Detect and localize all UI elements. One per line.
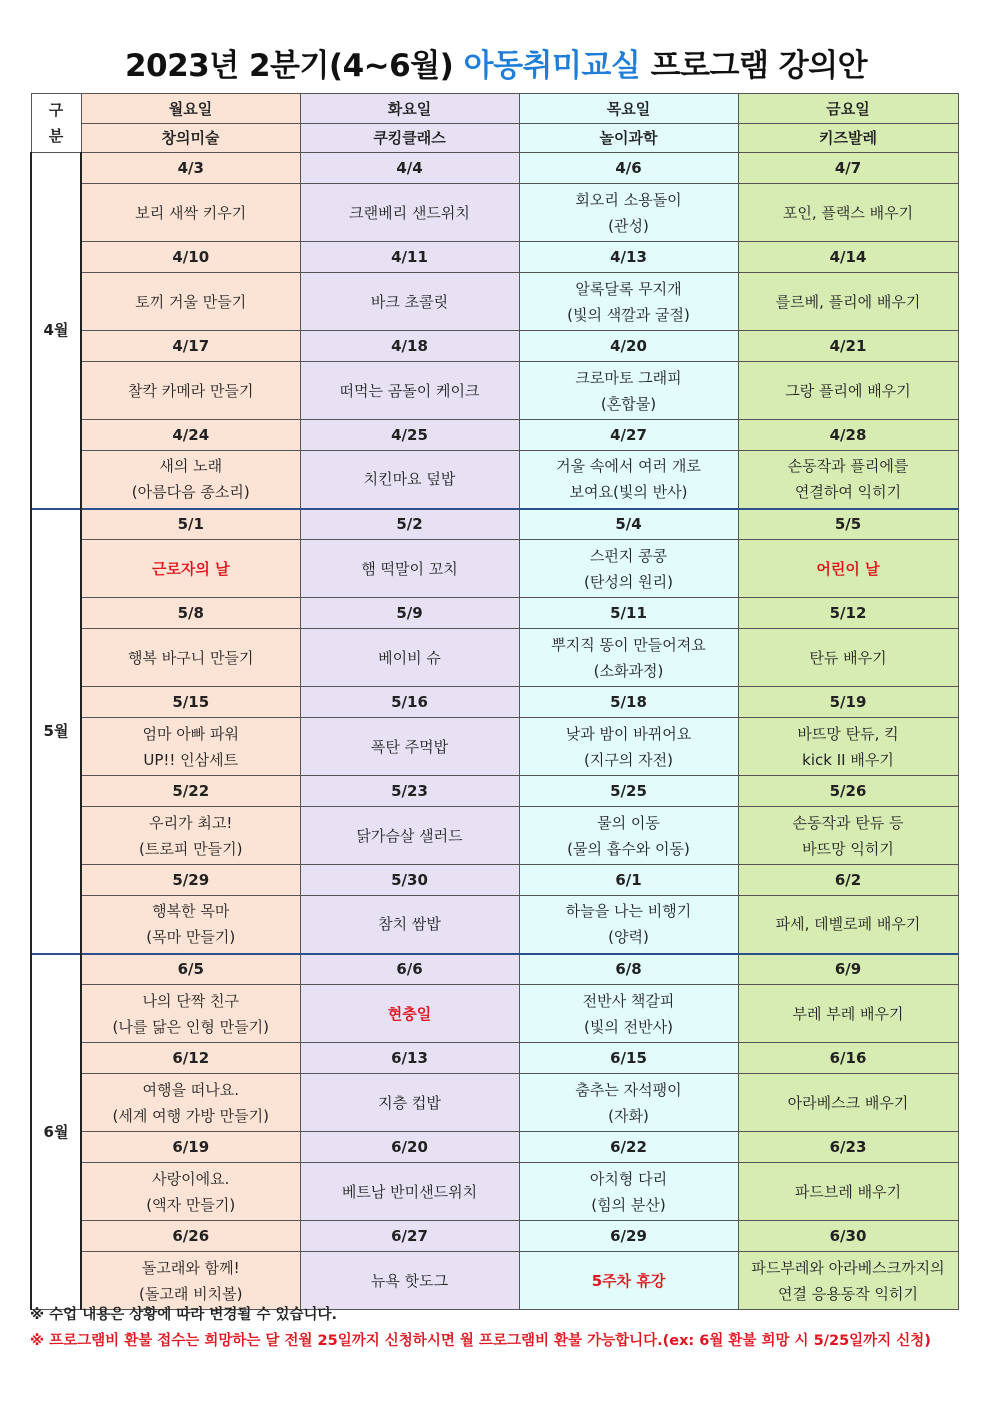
notes [30, 1302, 980, 1354]
topic-line: 부레 부레 배우기 [792, 1004, 904, 1023]
date-cell: 6/15 [519, 1043, 738, 1074]
topic-line: 손동작과 탄듀 등 [792, 813, 904, 832]
header-program-tue: 쿠킹클래스 [300, 124, 519, 153]
topic-line: 치킨마요 덮밥 [363, 470, 456, 489]
note-change: ※ 수업 내용은 상황에 따라 변경될 수 있습니다. [30, 1307, 338, 1323]
topic-cell [519, 896, 738, 954]
date-cell: 6/22 [519, 1132, 738, 1163]
date-cell: 6/13 [300, 1043, 519, 1074]
topic-line: (물의 흡수와 이동) [567, 839, 690, 858]
topic-line: (힘의 분산) [591, 1195, 666, 1214]
date-cell: 4/24 [81, 420, 300, 451]
topic-line: 하늘을 나는 비행기 [565, 902, 692, 921]
date-cell: 5/25 [519, 776, 738, 807]
topic-line: 파드부레와 아라베스크까지의 [751, 1258, 945, 1277]
date-cell: 6/29 [519, 1221, 738, 1252]
topic-line: (나를 닮은 인형 만들기) [112, 1017, 269, 1036]
topic-line: (자화) [608, 1106, 649, 1125]
topic-line: 어린이 날 [816, 559, 880, 578]
date-cell: 5/19 [738, 687, 958, 718]
date-cell: 4/28 [738, 420, 958, 451]
topic-cell [519, 629, 738, 687]
topic-cell [81, 184, 300, 242]
gubun-bottom: 분 [48, 127, 64, 145]
topic-cell [300, 1074, 519, 1132]
topic-cell [519, 985, 738, 1043]
topic-row [31, 1252, 958, 1310]
topic-cell [738, 273, 958, 331]
topic-cell [738, 1074, 958, 1132]
date-cell: 6/5 [81, 954, 300, 985]
topic-line: 물의 이동 [597, 813, 660, 832]
topic-cell [81, 1252, 300, 1310]
topic-line: 우리가 최고! [149, 813, 233, 832]
topic-line: 뿌지직 똥이 만들어져요 [551, 635, 706, 654]
topic-line: 5주차 휴강 [591, 1271, 666, 1290]
topic-line: 아치형 다리 [589, 1169, 668, 1188]
date-cell: 5/4 [519, 509, 738, 540]
date-cell: 5/12 [738, 598, 958, 629]
topic-line: (트로피 만들기) [139, 839, 243, 858]
topic-line: 찰칵 카메라 만들기 [128, 381, 254, 400]
topic-cell [738, 896, 958, 954]
date-row [31, 687, 958, 718]
topic-line: 베이비 슈 [378, 648, 441, 667]
topic-cell [81, 1163, 300, 1221]
date-cell: 4/21 [738, 331, 958, 362]
topic-cell [738, 362, 958, 420]
topic-row [31, 1163, 958, 1221]
date-cell: 6/16 [738, 1043, 958, 1074]
topic-row [31, 807, 958, 865]
topic-line: (혼합물) [600, 394, 657, 413]
topic-line: 떠먹는 곰돌이 케이크 [339, 381, 480, 400]
date-cell: 6/2 [738, 865, 958, 896]
topic-line: 폭탄 주먹밥 [370, 737, 449, 756]
topic-line: 파세, 데벨로페 배우기 [775, 915, 921, 934]
schedule-table [30, 93, 959, 1310]
date-cell: 5/11 [519, 598, 738, 629]
topic-line: 바뜨망 익히기 [802, 839, 894, 858]
date-cell: 5/2 [300, 509, 519, 540]
date-cell: 6/6 [300, 954, 519, 985]
date-cell: 5/22 [81, 776, 300, 807]
date-row [31, 954, 958, 985]
date-cell: 6/20 [300, 1132, 519, 1163]
page-title [0, 40, 992, 85]
topic-cell [81, 273, 300, 331]
topic-line: (탄성의 원리) [584, 572, 673, 591]
month-label: 6월 [31, 954, 81, 1310]
topic-row [31, 184, 958, 242]
date-cell: 6/30 [738, 1221, 958, 1252]
topic-cell [300, 718, 519, 776]
topic-line: (돌고래 비치볼) [139, 1284, 243, 1303]
topic-row [31, 451, 958, 509]
topic-line: (지구의 자전) [584, 750, 673, 769]
month-label: 4월 [31, 153, 81, 509]
topic-line: 근로자의 날 [151, 559, 230, 578]
date-cell: 6/27 [300, 1221, 519, 1252]
topic-row [31, 273, 958, 331]
date-cell: 4/10 [81, 242, 300, 273]
topic-cell [519, 1074, 738, 1132]
topic-cell [738, 184, 958, 242]
topic-cell [738, 807, 958, 865]
topic-cell [519, 1163, 738, 1221]
topic-cell [81, 718, 300, 776]
header-day-fri: 금요일 [738, 94, 958, 124]
topic-line: 참치 쌈밥 [378, 915, 441, 934]
date-cell: 4/20 [519, 331, 738, 362]
header-day-tue: 화요일 [300, 94, 519, 124]
date-cell: 5/16 [300, 687, 519, 718]
date-cell: 4/4 [300, 153, 519, 184]
topic-line: 돌고래와 함께! [141, 1258, 240, 1277]
topic-line: 포인, 플랙스 배우기 [782, 203, 914, 222]
note-refund: ※ 프로그램비 환불 접수는 희망하는 달 전월 25일까지 신청하시면 월 프로그램비 환불 가능합니다.(ex: 6월 환불 희망 시 5/25일까지 신청) [30, 1333, 931, 1349]
date-row [31, 1221, 958, 1252]
title-tail: 프로그램 강의안 [650, 48, 868, 84]
date-row [31, 865, 958, 896]
topic-cell [738, 1163, 958, 1221]
topic-line: 뉴욕 핫도그 [370, 1271, 449, 1290]
topic-row [31, 540, 958, 598]
topic-cell [81, 1074, 300, 1132]
topic-row [31, 362, 958, 420]
topic-line: 손동작과 플리에를 [787, 457, 909, 476]
topic-line: (빛의 색깔과 굴절) [567, 305, 690, 324]
header-day-thu: 목요일 [519, 94, 738, 124]
topic-cell [81, 451, 300, 509]
topic-line: (양력) [608, 928, 649, 947]
month-label: 5월 [31, 509, 81, 954]
date-cell: 5/30 [300, 865, 519, 896]
topic-line: (목마 만들기) [146, 928, 236, 947]
topic-cell [300, 807, 519, 865]
topic-line: 파드브레 배우기 [794, 1182, 902, 1201]
header-day-mon: 월요일 [81, 94, 300, 124]
date-cell: 5/15 [81, 687, 300, 718]
date-row [31, 1043, 958, 1074]
date-cell: 5/23 [300, 776, 519, 807]
topic-line: 연결하여 익히기 [794, 483, 902, 502]
topic-cell [738, 985, 958, 1043]
date-cell: 4/27 [519, 420, 738, 451]
topic-line: (아름다음 종소리) [131, 483, 250, 502]
topic-cell [300, 362, 519, 420]
topic-line: 보리 새싹 키우기 [135, 203, 247, 222]
topic-line: 크랜베리 샌드위치 [349, 203, 470, 222]
topic-cell [738, 451, 958, 509]
topic-cell [519, 718, 738, 776]
topic-row [31, 629, 958, 687]
topic-line: 바뜨망 탄듀, 킥 [797, 724, 899, 743]
date-cell: 4/3 [81, 153, 300, 184]
topic-line: 베트남 반미샌드위치 [341, 1182, 478, 1201]
topic-cell [519, 1252, 738, 1310]
topic-line: kick II 배우기 [802, 750, 894, 769]
topic-line: 토끼 거울 만들기 [135, 292, 247, 311]
date-cell: 5/29 [81, 865, 300, 896]
topic-line: 전반사 책갈피 [582, 991, 675, 1010]
topic-cell [300, 629, 519, 687]
date-cell: 4/25 [300, 420, 519, 451]
topic-line: 새의 노래 [159, 457, 223, 476]
topic-line: 지층 컵밥 [378, 1093, 441, 1112]
topic-line: 를르베, 플리에 배우기 [775, 292, 921, 311]
topic-line: (세계 여행 가방 만들기) [112, 1106, 269, 1125]
topic-line: 회오리 소용돌이 [575, 190, 682, 209]
date-cell: 5/26 [738, 776, 958, 807]
date-cell: 5/18 [519, 687, 738, 718]
topic-line: (관성) [608, 216, 649, 235]
date-cell: 6/19 [81, 1132, 300, 1163]
topic-cell [738, 540, 958, 598]
topic-cell [300, 985, 519, 1043]
topic-row [31, 718, 958, 776]
date-row [31, 153, 958, 184]
topic-cell [300, 184, 519, 242]
topic-line: 연결 응용동작 익히기 [778, 1284, 918, 1303]
date-cell: 6/8 [519, 954, 738, 985]
topic-line: 알록달록 무지개 [575, 279, 682, 298]
date-row [31, 242, 958, 273]
date-cell: 4/17 [81, 331, 300, 362]
topic-cell [300, 1252, 519, 1310]
topic-row [31, 896, 958, 954]
topic-line: 아라베스크 배우기 [787, 1093, 909, 1112]
topic-line: 엄마 아빠 파워 [142, 724, 239, 743]
date-cell: 5/8 [81, 598, 300, 629]
date-cell: 6/12 [81, 1043, 300, 1074]
topic-cell [81, 896, 300, 954]
gubun-cell [31, 94, 81, 153]
topic-cell [519, 273, 738, 331]
topic-line: 닭가슴살 샐러드 [356, 826, 463, 845]
topic-cell [81, 807, 300, 865]
topic-line: 탄듀 배우기 [809, 648, 887, 667]
topic-line: 나의 단짝 친구 [142, 991, 239, 1010]
topic-cell [300, 540, 519, 598]
topic-line: 사랑이에요. [152, 1169, 230, 1188]
topic-line: 행복한 목마 [152, 902, 230, 921]
date-row [31, 776, 958, 807]
header-program-thu: 놀이과학 [519, 124, 738, 153]
topic-line: 햄 떡말이 꼬치 [361, 559, 458, 578]
date-cell: 6/9 [738, 954, 958, 985]
topic-cell [519, 184, 738, 242]
date-cell: 4/18 [300, 331, 519, 362]
date-cell: 4/7 [738, 153, 958, 184]
topic-line: (액자 만들기) [146, 1195, 236, 1214]
topic-row [31, 985, 958, 1043]
topic-cell [519, 451, 738, 509]
date-cell: 6/23 [738, 1132, 958, 1163]
topic-cell [738, 629, 958, 687]
topic-cell [519, 807, 738, 865]
topic-cell [519, 540, 738, 598]
date-cell: 6/26 [81, 1221, 300, 1252]
topic-row [31, 1074, 958, 1132]
title-main: 2023년 2분기(4~6월) [124, 48, 454, 84]
topic-cell [81, 362, 300, 420]
topic-line: (소화과정) [593, 661, 664, 680]
topic-line: 춤추는 자석팽이 [575, 1080, 682, 1099]
date-row [31, 1132, 958, 1163]
date-row [31, 331, 958, 362]
topic-line: 그랑 플리에 배우기 [785, 381, 911, 400]
header-program-fri: 키즈발레 [738, 124, 958, 153]
date-cell: 4/6 [519, 153, 738, 184]
topic-cell [81, 985, 300, 1043]
topic-line: (빛의 전반사) [584, 1017, 673, 1036]
date-cell: 5/9 [300, 598, 519, 629]
topic-line: 크로마토 그래피 [575, 368, 682, 387]
date-cell: 4/13 [519, 242, 738, 273]
topic-line: 여행을 떠나요. [142, 1080, 239, 1099]
topic-line: 거울 속에서 여러 개로 [556, 457, 701, 476]
date-row [31, 420, 958, 451]
topic-line: 스펀지 콩콩 [589, 546, 668, 565]
date-cell: 5/1 [81, 509, 300, 540]
topic-line: 현충일 [387, 1004, 432, 1023]
gubun-top: 구 [48, 101, 64, 119]
topic-line: UP!! 인삼세트 [143, 750, 239, 769]
topic-cell [300, 451, 519, 509]
topic-line: 낮과 밤이 바뀌어요 [565, 724, 692, 743]
date-row [31, 509, 958, 540]
date-cell: 4/11 [300, 242, 519, 273]
date-cell: 5/5 [738, 509, 958, 540]
topic-line: 바크 초콜릿 [370, 292, 449, 311]
header-program-mon: 창의미술 [81, 124, 300, 153]
topic-line: 보여요(빛의 반사) [569, 483, 688, 502]
title-accent: 아동취미교실 [463, 48, 641, 84]
topic-cell [300, 1163, 519, 1221]
topic-line: 행복 바구니 만들기 [128, 648, 254, 667]
topic-cell [519, 362, 738, 420]
date-cell: 6/1 [519, 865, 738, 896]
topic-cell [300, 273, 519, 331]
topic-cell [300, 896, 519, 954]
topic-cell [738, 718, 958, 776]
date-cell: 4/14 [738, 242, 958, 273]
topic-cell [738, 1252, 958, 1310]
date-row [31, 598, 958, 629]
topic-cell [81, 540, 300, 598]
topic-cell [81, 629, 300, 687]
